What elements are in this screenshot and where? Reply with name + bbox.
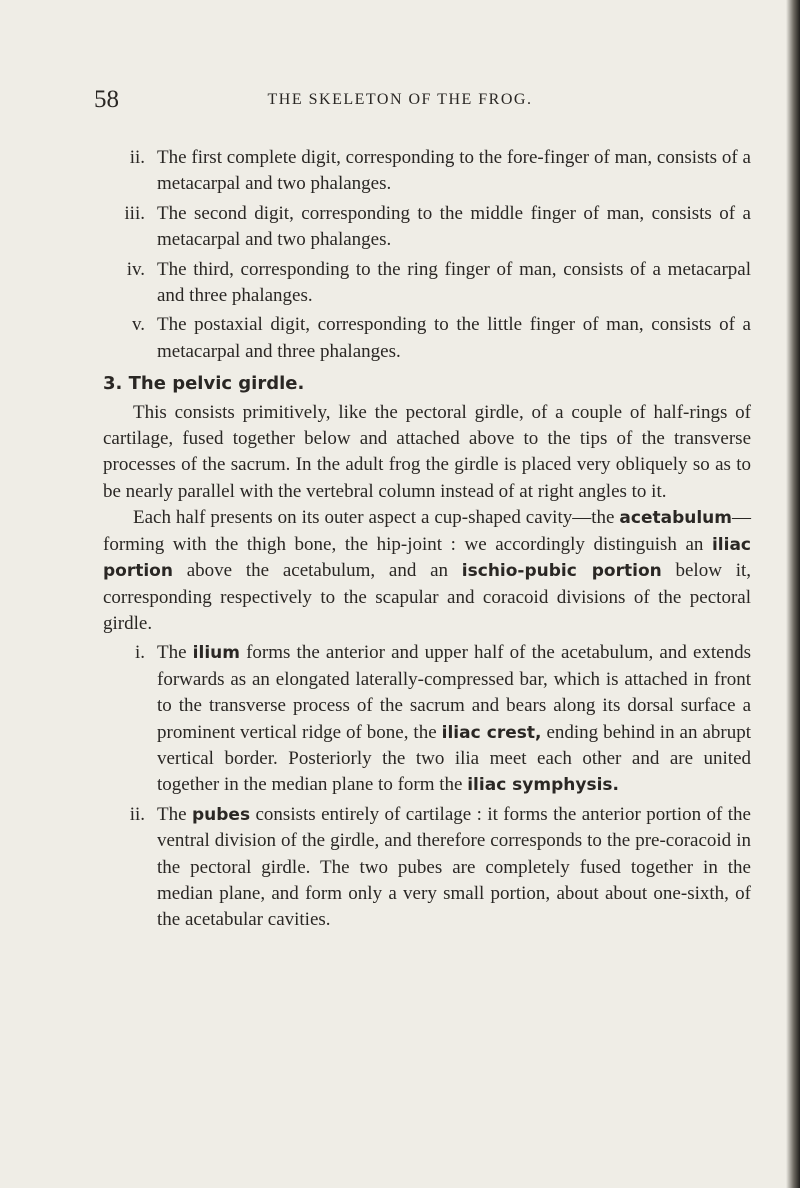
paragraph-pelvic-girdle: This consists primitively, like the pectoral girdle, of a couple of half-rings of cartilage, fused together below and attached above to the tips of the transverse processes of the sacrum. In the adult frog the girdle is placed very obliquely so as to be nearly parallel with the vertebral column instead of at right angles to it. [103, 401, 751, 502]
running-head: THE SKELETON OF THE FROG. [267, 91, 533, 108]
item-number: ii. [129, 147, 145, 168]
section-heading: 3. The pelvic girdle. [103, 373, 305, 395]
item-text: The first complete digit, corresponding to the fore-finger of man, consists of a metacarpal and two phalanges. [157, 147, 751, 195]
pelvic-item-pubes [103, 802, 751, 934]
term-ischio-pubic-portion: ischio-pubic portion [461, 561, 662, 582]
page-number: 58 [94, 86, 119, 113]
item-number: v. [131, 314, 145, 336]
term-iliac-crest: iliac crest, [441, 722, 542, 743]
page-header [0, 86, 800, 126]
term-iliac-symphysis: iliac symphysis. [467, 775, 619, 796]
term-iliac-portion: iliac portion [103, 534, 751, 582]
page-body [103, 145, 751, 934]
text-span: Each half presents on its outer aspect a cup-shaped cavity—the [133, 507, 620, 529]
item-text: The postaxial digit, corresponding to the little finger of man, consists of a metacarpal and three phalanges. [157, 314, 751, 362]
text-span: above the acetabulum, and an [172, 560, 462, 582]
digit-item-v [103, 312, 751, 365]
text-span: below it, corresponding respectively to the scapular and coracoid divisions of the pectoral girdle. [103, 560, 751, 634]
term-pubes: pubes [191, 804, 251, 825]
text-span: The [157, 803, 192, 825]
page-edge-shadow [786, 0, 800, 1188]
item-text: The second digit, corresponding to the middle finger of man, consists of a metacarpal and two phalanges. [157, 202, 751, 251]
text-span: forms the anterior and upper half of the acetabulum, and extends forwards as an elongated laterally-compressed bar, which is attached in front to the transverse process of the sacrum and bears along its dorsal surface a prominent vertical ridge of bone, the [157, 642, 751, 743]
pelvic-item-ilium [103, 640, 751, 798]
digit-item-iv [103, 257, 751, 310]
item-number: ii. [129, 803, 145, 825]
digit-item-ii [103, 145, 751, 198]
paragraph-acetabulum [103, 505, 751, 637]
text-span: —forming with the thigh bone, the hip-joint : we accordingly distinguish an [103, 507, 751, 555]
item-number: iii. [124, 202, 145, 224]
term-ilium: ilium [192, 643, 240, 664]
text-span: ending behind in an abrupt vertical border. Posteriorly the two ilia meet each other and are united together in the median plane to form the [157, 721, 751, 796]
digit-item-iii [103, 201, 751, 254]
item-number: i. [134, 642, 145, 664]
text-span: The [157, 642, 193, 664]
text-span: consists entirely of cartilage : it forms the anterior portion of the ventral division of the girdle, and therefore corresponds to the pre-coracoid in the pectoral girdle. The two pubes are completely fused together in the median plane, and form only a very small portion, about about one-sixth, of the acetabular cavities. [157, 803, 751, 931]
item-text: The third, corresponding to the ring finger of man, consists of a metacarpal and three phalanges. [157, 258, 751, 307]
term-acetabulum: acetabulum [619, 508, 732, 529]
item-number: iv. [126, 258, 145, 280]
